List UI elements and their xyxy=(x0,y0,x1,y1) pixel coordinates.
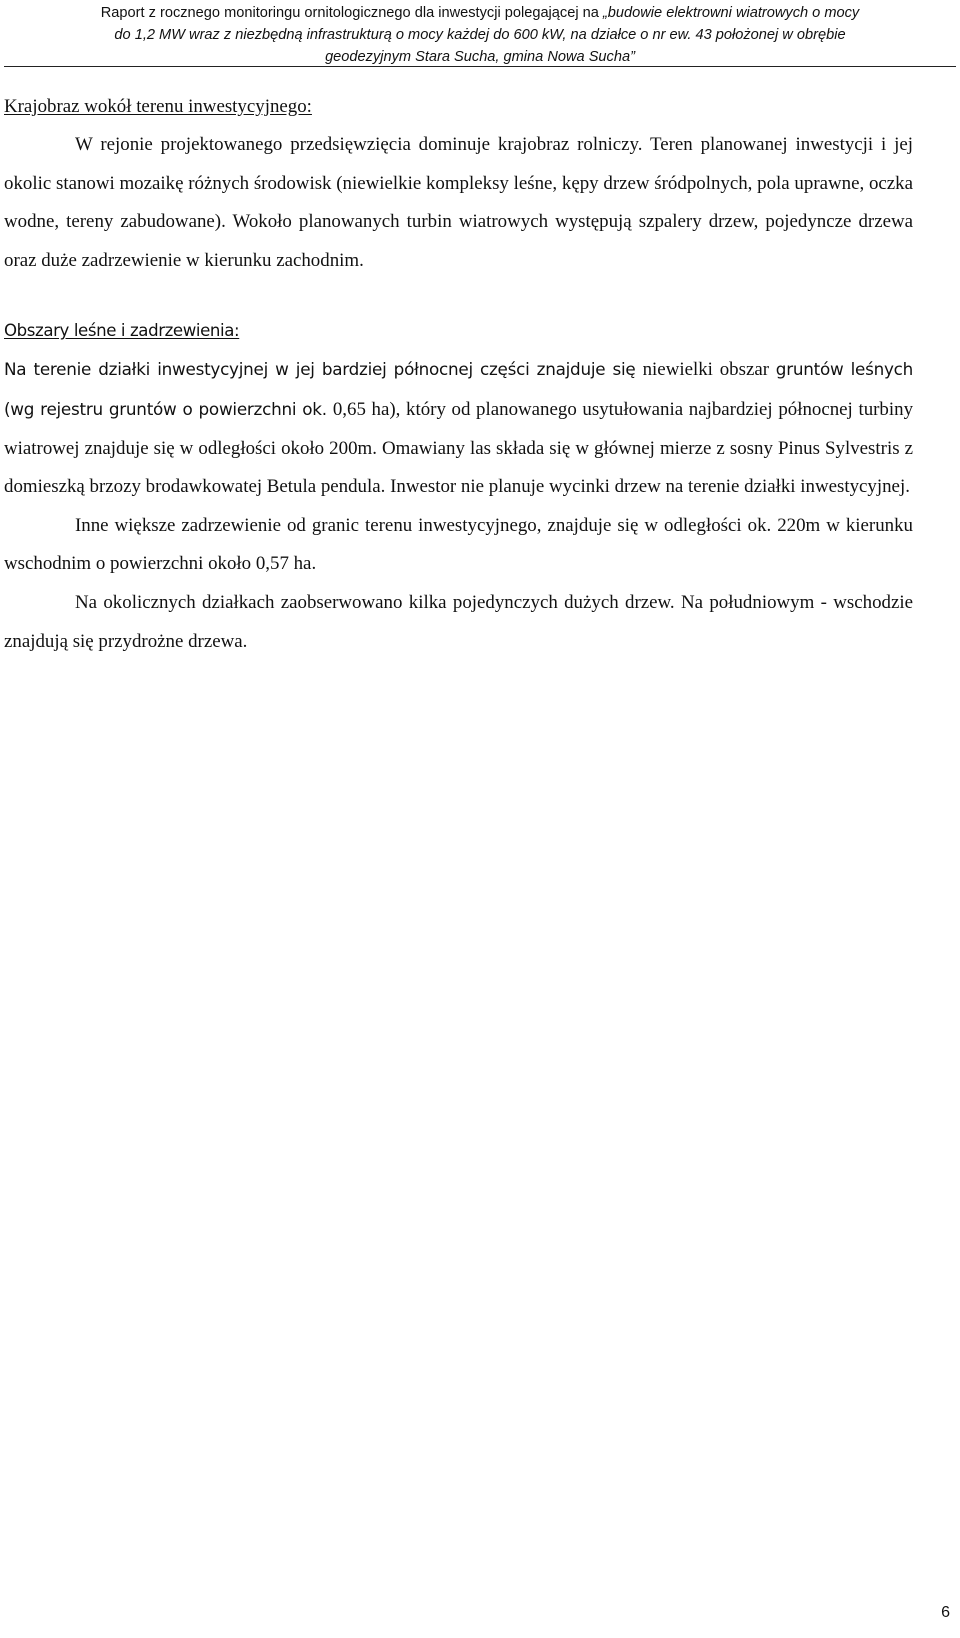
header-line-2: do 1,2 MW wraz z niezbędną infrastrukturą o mocy każdej do 600 kW, na działce o nr ew. 43 położonej w obrębie xyxy=(114,27,846,43)
paragraph-forests-2: Inne większe zadrzewienie od granic terenu inwestycyjnego, znajduje się w odległości ok. 220m w kierunku wschodnim o powierzchni około 0,57 ha. xyxy=(4,514,913,575)
header-line-1-prefix: Raport z rocznego monitoringu ornitologicznego dla inwestycji polegającej na xyxy=(100,5,603,21)
header-line-1 xyxy=(0,0,960,24)
section-spacer xyxy=(4,280,913,312)
paragraph-forests-1-part-4: 0,65 ha), który od planowanego usytułowania najbardziej północnej turbiny wiatrowej znajduje się w odległości około 200m. Omawiany las składa się w głównej mierze z sosny Pinus Sylvestris z domieszką brzozy brodawkowatej Betula pendula. Inwestor nie planuje wycinki drzew na terenie działki inwestycyjnej. xyxy=(4,398,914,498)
paragraph-forests-1 xyxy=(4,350,913,506)
header-line-1-italic: „budowie elektrowni wiatrowych o mocy xyxy=(602,5,860,21)
paragraph-forests-3: Na okolicznych działkach zaobserwowano kilka pojedynczych dużych drzew. Na południowym - wschodzie znajdują się przydrożne drzewa. xyxy=(4,591,913,652)
section-heading-forests: Obszary leśne i zadrzewienia: xyxy=(4,321,240,341)
section-heading-landscape: Krajobraz wokół terenu inwestycyjnego: xyxy=(4,96,312,117)
paragraph-forests-1-part-2: niewielki obszar xyxy=(642,359,776,381)
page-number: 6 xyxy=(941,1604,950,1621)
header-divider xyxy=(4,66,956,67)
paragraph-landscape: W rejonie projektowanego przedsięwzięcia dominuje krajobraz rolniczy. Teren planowanej inwestycji i jej okolic stanowi mozaikę różnych środowisk (niewielkie kompleksy leśne, kępy drzew śródpolnych, pola uprawne, oczka wodne, tereny zabudowane). Wokoło planowanych turbin wiatrowych występują szpalery drzew, pojedyncze drzewa oraz duże zadrzewienie w kierunku zachodnim. xyxy=(4,134,913,271)
page-header xyxy=(0,0,960,68)
document-body xyxy=(4,88,913,661)
paragraph-forests-1-part-3: gruntów leśnych (wg rejestru gruntów o powierzchni ok. xyxy=(4,359,914,419)
header-line-3: geodezyjnym Stara Sucha, gmina Nowa Sucha” xyxy=(325,49,635,65)
paragraph-forests-1-part-1: Na terenie działki inwestycyjnej w jej bardziej północnej części znajduje się xyxy=(4,359,643,380)
